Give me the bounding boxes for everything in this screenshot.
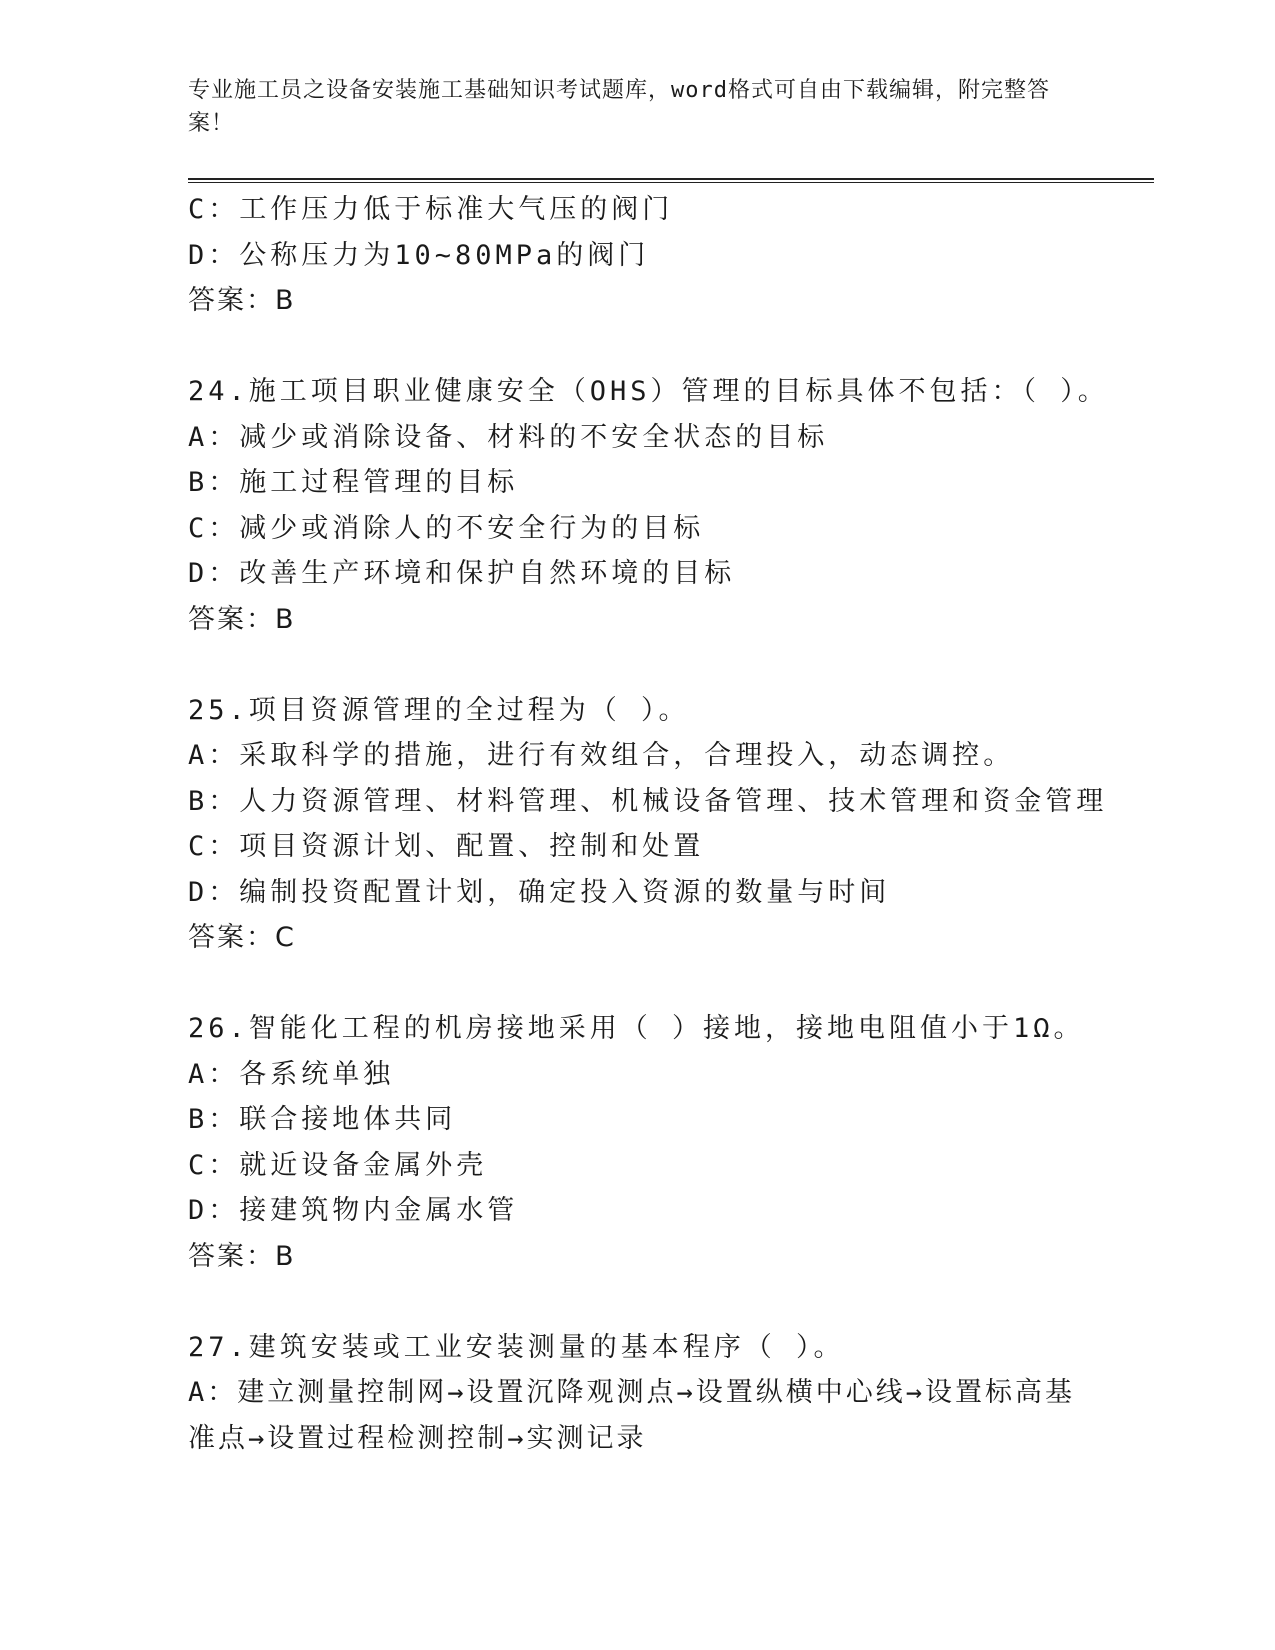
option-a: A：各系统单独 (188, 1058, 395, 1090)
option-c: C：项目资源计划、配置、控制和处置 (188, 831, 705, 862)
option-c: C：减少或消除人的不安全行为的目标 (188, 512, 705, 544)
spacer (188, 324, 1088, 370)
option-d: D：公称压力为10~80MPa的阀门 (188, 239, 650, 271)
answer-line: 答案：B (188, 603, 296, 635)
option-b: B：施工过程管理的目标 (188, 467, 519, 498)
spacer (188, 642, 1088, 688)
option-d: D：接建筑物内金属水管 (188, 1195, 519, 1226)
header-divider-thin (188, 182, 1154, 183)
answer-line: 答案：B (188, 1240, 296, 1272)
document-header: 专业施工员之设备安装施工基础知识考试题库，word格式可自由下载编辑，附完整答案！ (188, 78, 1050, 136)
option-b: B：人力资源管理、材料管理、机械设备管理、技术管理和资金管理 (188, 785, 1108, 817)
spacer (188, 961, 1088, 1007)
question-stem: 25.项目资源管理的全过程为（ ）。 (188, 694, 690, 726)
question-stem: 27.建筑安装或工业安装测量的基本程序（ ）。 (188, 1331, 845, 1363)
option-c: C：就近设备金属外壳 (188, 1149, 488, 1181)
question-stem: 24.施工项目职业健康安全（OHS）管理的目标具体不包括：（ ）。 (188, 376, 1109, 407)
option-a: A：建立测量控制网→设置沉降观测点→设置纵横中心线→设置标高基准点→设置过程检测控制→实测记录 (188, 1377, 1076, 1454)
option-d: D：改善生产环境和保护自然环境的目标 (188, 558, 736, 589)
spacer (188, 1279, 1088, 1325)
option-c: C：工作压力低于标准大气压的阀门 (188, 194, 674, 225)
question-list (188, 187, 1109, 1461)
option-a: A：采取科学的措施，进行有效组合，合理投入，动态调控。 (188, 740, 1015, 771)
answer-line: 答案：B (188, 285, 296, 316)
option-b: B：联合接地体共同 (188, 1104, 457, 1135)
answer-line: 答案：C (188, 922, 296, 953)
question-stem: 26.智能化工程的机房接地采用（ ）接地，接地电阻值小于1Ω。 (188, 1013, 1085, 1044)
option-d: D：编制投资配置计划，确定投入资源的数量与时间 (188, 876, 891, 908)
option-a: A：减少或消除设备、材料的不安全状态的目标 (188, 421, 829, 453)
header-divider-thick (188, 178, 1154, 180)
